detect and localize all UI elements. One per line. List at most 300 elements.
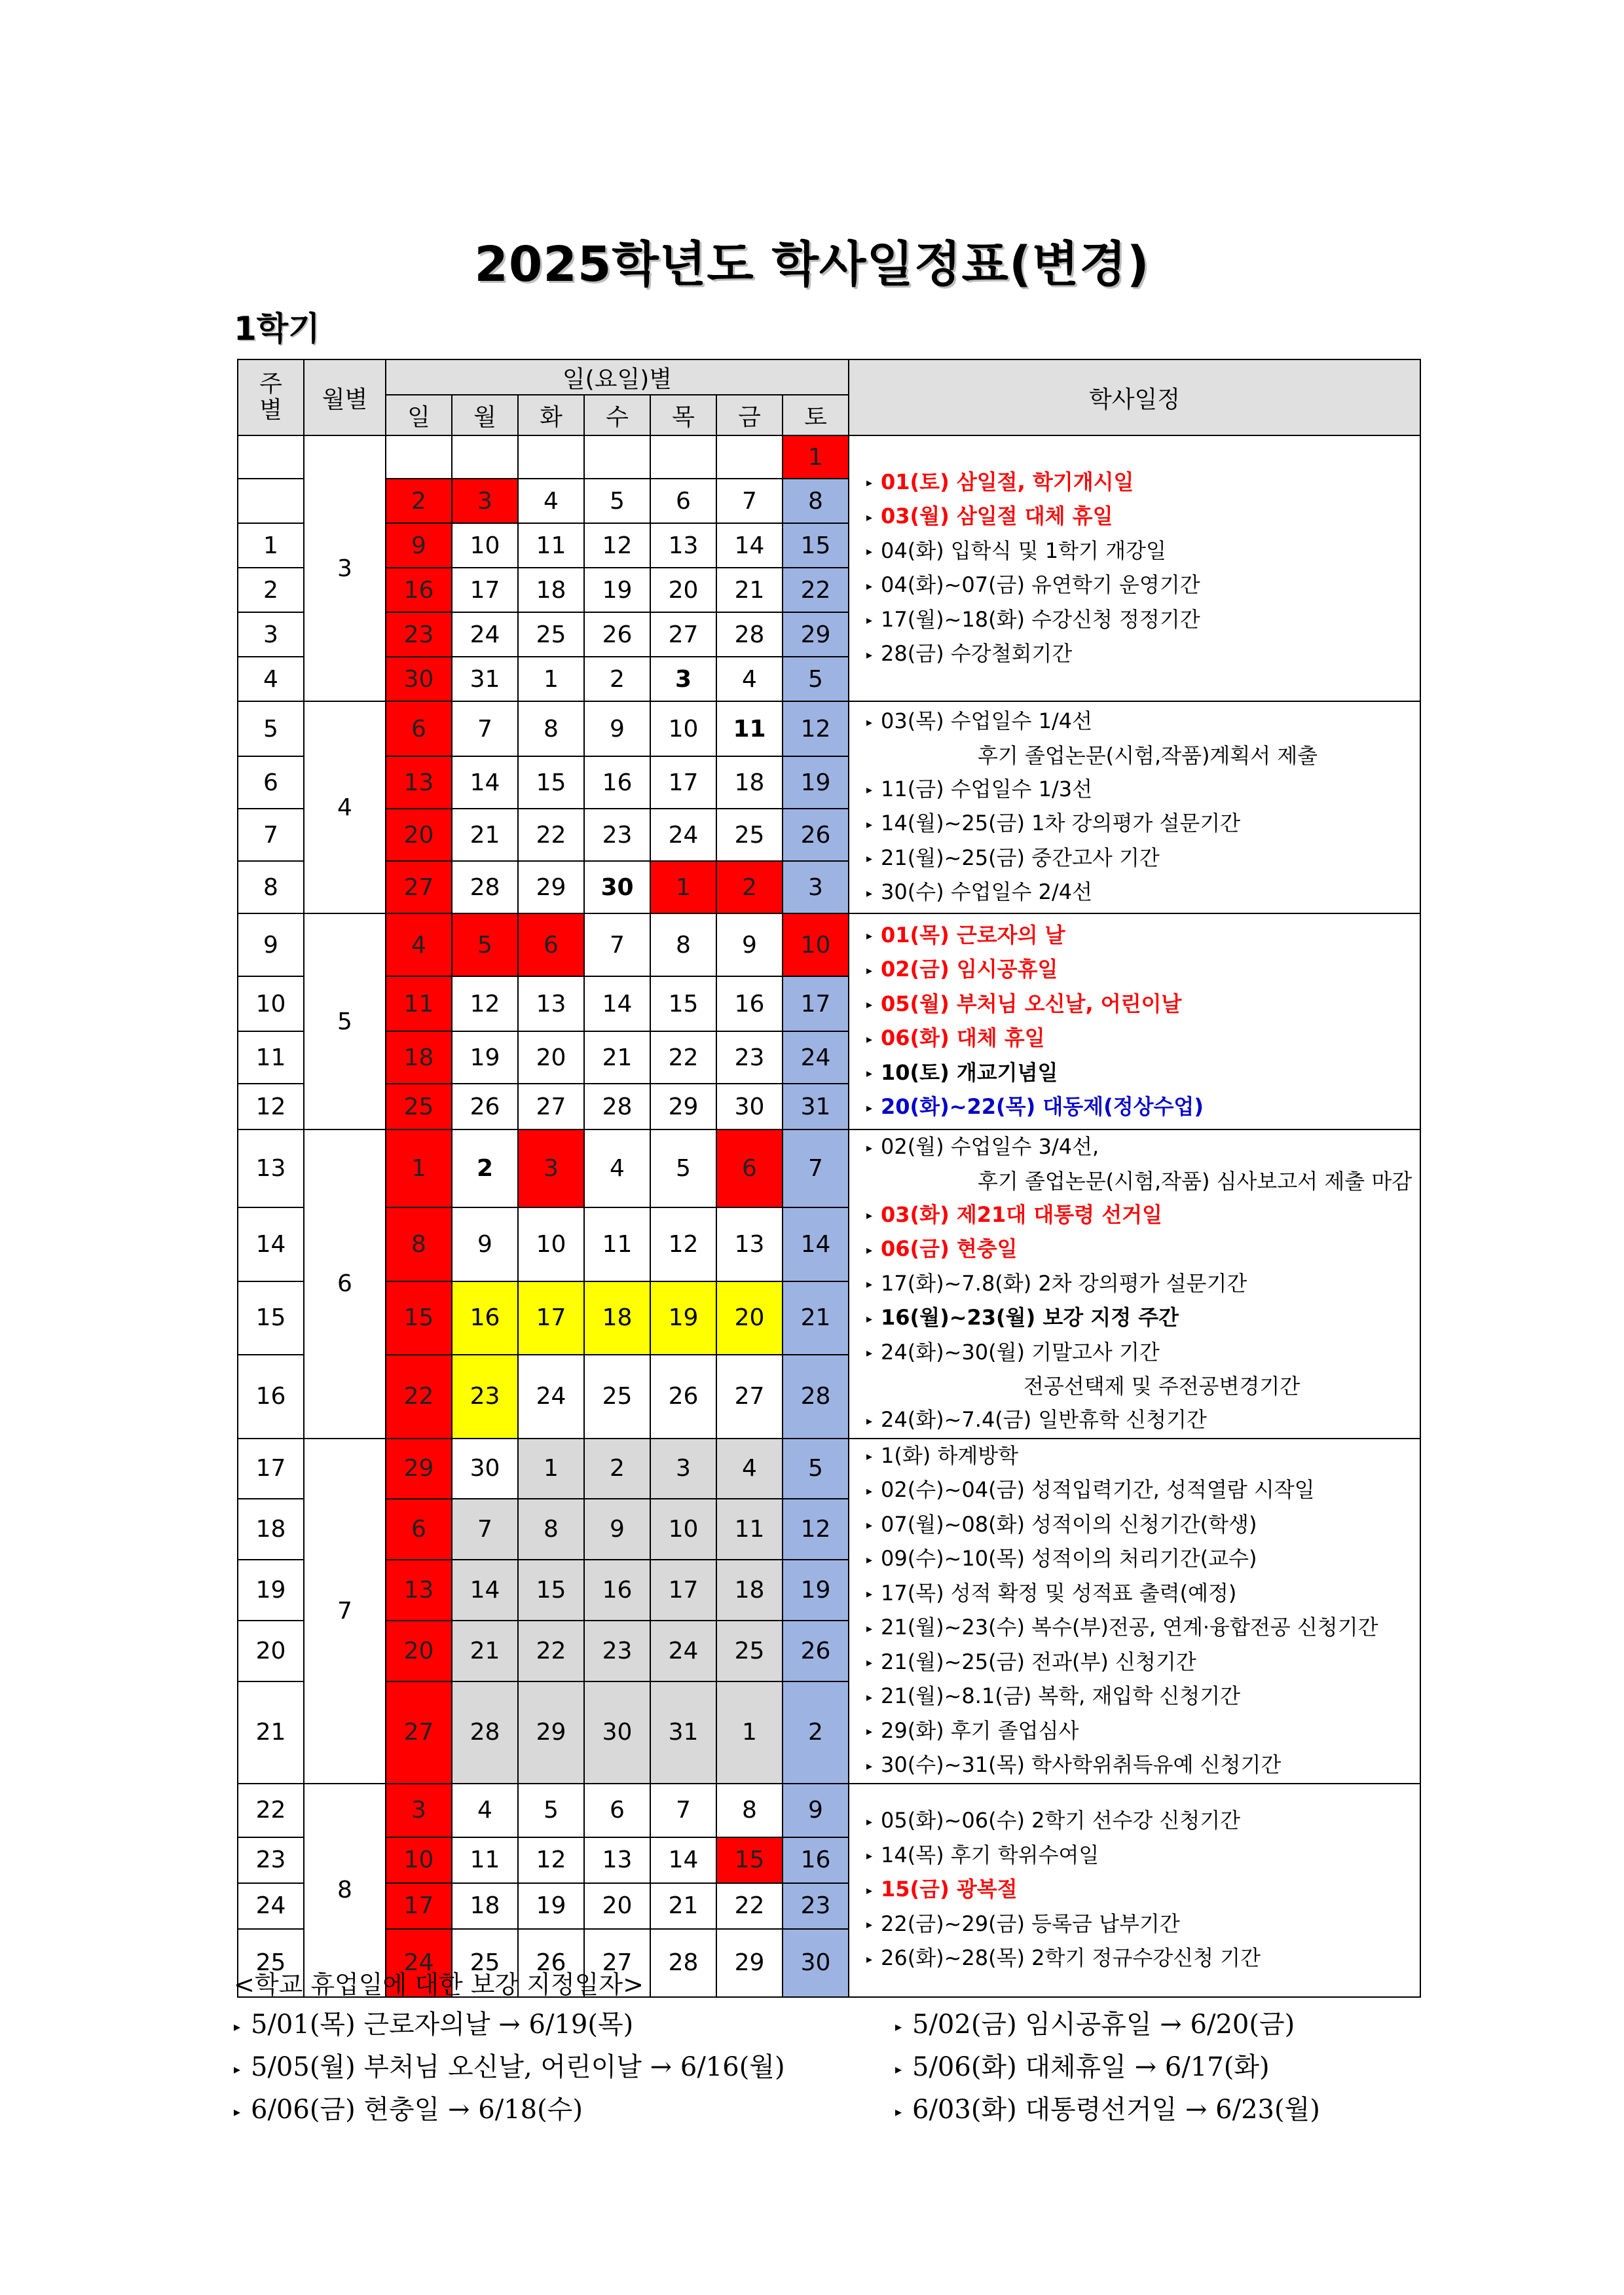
day-cell: 12 [783, 701, 849, 756]
day-cell: 9 [716, 913, 783, 976]
bullet-icon: ▸ [234, 2104, 241, 2120]
bullet-icon: ▸ [866, 783, 873, 798]
day-cell: 20 [650, 568, 716, 612]
schedule-item [866, 1714, 1420, 1749]
day-cell: 4 [386, 913, 452, 976]
bullet-icon: ▸ [866, 1101, 873, 1115]
bullet-icon: ▸ [866, 648, 873, 662]
makeup-title: <학교 휴업일에 대한 보강 지정일자> [234, 1970, 644, 1999]
day-cell: 27 [386, 861, 452, 913]
month-label: 7 [304, 1439, 386, 1784]
day-cell: 20 [584, 1883, 650, 1929]
day-cell: 28 [452, 1681, 518, 1784]
schedule-item [866, 568, 1420, 603]
day-cell: 10 [783, 913, 849, 976]
week-number: 22 [238, 1784, 304, 1837]
day-cell: 4 [452, 1784, 518, 1837]
day-cell: 23 [584, 1621, 650, 1681]
week-number: 16 [238, 1355, 304, 1438]
schedule-item [866, 1508, 1420, 1543]
schedule-item-text: 06(금) 현충일 [881, 1236, 1018, 1261]
bullet-icon: ▸ [866, 1918, 873, 1932]
schedule-item [866, 1645, 1420, 1680]
bullet-icon: ▸ [866, 1725, 873, 1738]
schedule-item [866, 1336, 1420, 1370]
day-cell: 18 [386, 1031, 452, 1084]
week-row [238, 913, 1420, 976]
bullet-icon: ▸ [895, 2019, 902, 2034]
schedule-item [866, 875, 1420, 910]
schedule-notes [849, 1439, 1420, 1784]
week-number: 2 [238, 568, 304, 612]
header-daygroup: 일(요일)별 [386, 359, 849, 395]
day-cell: 21 [584, 1031, 650, 1084]
day-cell: 21 [716, 568, 783, 612]
week-number: 13 [238, 1129, 304, 1207]
day-cell: 18 [452, 1883, 518, 1929]
day-cell: 22 [518, 1621, 584, 1681]
day-cell: 18 [518, 568, 584, 612]
bullet-icon: ▸ [866, 1067, 873, 1080]
day-cell: 1 [386, 1129, 452, 1207]
day-cell: 30 [584, 1681, 650, 1784]
schedule-item-text: 04(화) 입학식 및 1학기 개강일 [881, 538, 1166, 563]
makeup-item-text: 5/05(월) 부처님 오신날, 어린이날 → 6/16(월) [251, 2052, 785, 2082]
day-cell: 29 [386, 1439, 452, 1499]
schedule-item-text: 05(화)~06(수) 2학기 선수강 신청기간 [881, 1808, 1241, 1833]
schedule-item [866, 841, 1420, 876]
day-cell: 18 [716, 1560, 783, 1621]
makeup-item [895, 2004, 1295, 2041]
bullet-icon: ▸ [866, 1552, 873, 1567]
bullet-icon: ▸ [866, 1277, 873, 1291]
day-cell: 16 [716, 976, 783, 1031]
day-cell: 5 [518, 1784, 584, 1837]
bullet-icon: ▸ [866, 1141, 873, 1155]
day-cell: 30 [783, 1929, 849, 1997]
day-cell: 19 [783, 756, 849, 809]
week-number: 14 [238, 1207, 304, 1281]
day-cell: 19 [584, 568, 650, 612]
month-label: 3 [304, 435, 386, 701]
schedule-item [866, 1267, 1420, 1302]
day-cell: 4 [716, 1439, 783, 1499]
schedule-notes [849, 1129, 1420, 1439]
day-cell: 11 [452, 1837, 518, 1883]
day-cell: 7 [783, 1129, 849, 1207]
makeup-item [234, 2089, 583, 2126]
schedule-item [866, 807, 1420, 841]
day-cell: 6 [386, 701, 452, 756]
day-cell: 29 [716, 1929, 783, 1997]
schedule-item-text: 24(화)~30(월) 기말고사 기간 [881, 1339, 1160, 1365]
schedule-item-text: 16(월)~23(월) 보강 지정 주간 [881, 1305, 1179, 1330]
schedule-item [866, 1198, 1420, 1233]
day-cell: 24 [386, 1929, 452, 1997]
day-cell: 6 [518, 913, 584, 976]
schedule-item-text: 17(목) 성적 확정 및 성적표 출력(예정) [881, 1580, 1237, 1606]
schedule-item-text: 14(목) 후기 학위수여일 [881, 1842, 1099, 1867]
day-cell: 14 [783, 1207, 849, 1281]
day-cell: 2 [716, 861, 783, 913]
day-cell: 27 [716, 1355, 783, 1438]
schedule-item [866, 953, 1420, 987]
bullet-icon: ▸ [866, 1518, 873, 1532]
header-week-label: 주 별 [259, 371, 282, 424]
day-cell: 30 [584, 861, 650, 913]
day-cell: 31 [650, 1681, 716, 1784]
header-day-sun: 일 [386, 395, 452, 435]
day-cell: 6 [716, 1129, 783, 1207]
schedule-item [866, 1130, 1420, 1165]
day-cell: 5 [584, 479, 650, 523]
schedule-item-text: 30(수) 수업일수 2/4선 [881, 879, 1093, 905]
day-cell: 22 [386, 1355, 452, 1438]
day-cell: 5 [650, 1129, 716, 1207]
week-number [238, 479, 304, 523]
day-cell: 23 [716, 1031, 783, 1084]
week-number: 6 [238, 756, 304, 809]
calendar-body [238, 435, 1420, 1997]
schedule-item-text: 22(금)~29(금) 등록금 납부기간 [881, 1911, 1180, 1936]
schedule-item [866, 1941, 1420, 1976]
day-cell: 25 [386, 1084, 452, 1129]
day-cell: 19 [783, 1560, 849, 1621]
schedule-item [866, 1873, 1420, 1907]
day-cell: 3 [650, 1439, 716, 1499]
day-cell: 25 [716, 1621, 783, 1681]
schedule-item-text: 02(수)~04(금) 성적입력기간, 성적열람 시작일 [881, 1477, 1315, 1502]
day-cell: 17 [518, 1281, 584, 1355]
day-cell: 21 [452, 809, 518, 861]
bullet-icon: ▸ [866, 1814, 873, 1829]
header-day-thu: 목 [650, 395, 716, 435]
schedule-item [866, 1907, 1420, 1942]
day-cell: 25 [584, 1355, 650, 1438]
day-cell: 4 [518, 479, 584, 523]
schedule-item [866, 1804, 1420, 1839]
day-cell: 16 [584, 1560, 650, 1621]
day-cell: 9 [452, 1207, 518, 1281]
day-cell: 2 [386, 479, 452, 523]
schedule-item-text: 15(금) 광복절 [881, 1877, 1018, 1902]
week-number: 21 [238, 1681, 304, 1784]
schedule-item [866, 1056, 1420, 1091]
day-cell: 10 [452, 523, 518, 568]
day-cell: 9 [386, 523, 452, 568]
schedule-item [866, 1090, 1420, 1125]
day-cell: 14 [650, 1837, 716, 1883]
day-cell: 25 [716, 809, 783, 861]
day-cell: 3 [386, 1784, 452, 1837]
day-cell: 8 [386, 1207, 452, 1281]
day-cell: 11 [518, 523, 584, 568]
day-cell: 2 [783, 1681, 849, 1784]
header-day-tue: 화 [518, 395, 584, 435]
day-cell: 6 [386, 1499, 452, 1560]
bullet-icon: ▸ [866, 1883, 873, 1898]
day-cell: 17 [783, 976, 849, 1031]
bullet-icon: ▸ [866, 852, 873, 866]
bullet-icon: ▸ [866, 476, 873, 490]
day-cell: 30 [386, 657, 452, 701]
schedule-item-text: 02(월) 수업일수 3/4선, [881, 1134, 1099, 1159]
makeup-item [234, 2004, 633, 2041]
day-cell: 7 [584, 913, 650, 976]
day-cell: 31 [452, 657, 518, 701]
day-cell: 8 [518, 1499, 584, 1560]
day-cell: 13 [716, 1207, 783, 1281]
day-cell: 4 [716, 657, 783, 701]
week-row [238, 1439, 1420, 1499]
week-number: 20 [238, 1621, 304, 1681]
day-cell: 3 [783, 861, 849, 913]
week-number: 10 [238, 976, 304, 1031]
day-cell [386, 435, 452, 479]
day-cell: 23 [584, 809, 650, 861]
bullet-icon: ▸ [866, 929, 873, 943]
day-cell: 13 [386, 1560, 452, 1621]
schedule-item [866, 1577, 1420, 1611]
week-number: 9 [238, 913, 304, 976]
week-number [238, 435, 304, 479]
day-cell: 24 [650, 809, 716, 861]
day-cell: 20 [716, 1281, 783, 1355]
month-label: 4 [304, 701, 386, 913]
day-cell: 18 [716, 756, 783, 809]
day-cell: 21 [783, 1281, 849, 1355]
schedule-item-text: 17(월)~18(화) 수강신청 정정기간 [881, 606, 1200, 632]
day-cell: 24 [650, 1621, 716, 1681]
day-cell [584, 435, 650, 479]
schedule-item [866, 987, 1420, 1022]
day-cell: 7 [452, 701, 518, 756]
bullet-icon: ▸ [866, 510, 873, 524]
day-cell: 8 [518, 701, 584, 756]
day-cell: 7 [452, 1499, 518, 1560]
day-cell: 21 [650, 1883, 716, 1929]
month-label: 8 [304, 1784, 386, 1997]
schedule-item-text: 29(화) 후기 졸업심사 [881, 1717, 1079, 1743]
schedule-item [866, 1232, 1420, 1267]
day-cell: 28 [584, 1084, 650, 1129]
day-cell: 13 [518, 976, 584, 1031]
day-cell: 10 [518, 1207, 584, 1281]
day-cell: 1 [518, 1439, 584, 1499]
day-cell: 14 [716, 523, 783, 568]
day-cell: 15 [716, 1837, 783, 1883]
day-cell: 19 [650, 1281, 716, 1355]
week-number: 15 [238, 1281, 304, 1355]
makeup-item [234, 2046, 785, 2084]
bullet-icon: ▸ [866, 1243, 873, 1257]
schedule-item [866, 466, 1420, 500]
day-cell: 22 [650, 1031, 716, 1084]
day-cell: 11 [716, 1499, 783, 1560]
schedule-item [866, 603, 1420, 638]
schedule-item [866, 637, 1420, 672]
schedule-item-text: 05(월) 부처님 오신날, 어린이날 [881, 991, 1182, 1016]
day-cell: 22 [783, 568, 849, 612]
schedule-item-text: 04(화)~07(금) 유연학기 운영기간 [881, 572, 1200, 597]
day-cell: 2 [584, 657, 650, 701]
bullet-icon: ▸ [866, 1209, 873, 1222]
bullet-icon: ▸ [895, 2104, 902, 2120]
schedule-notes [849, 701, 1420, 913]
day-cell [716, 435, 783, 479]
schedule-item [866, 919, 1420, 953]
day-cell: 13 [386, 756, 452, 809]
day-cell: 10 [650, 1499, 716, 1560]
day-cell: 20 [386, 1621, 452, 1681]
bullet-icon: ▸ [866, 715, 873, 729]
bullet-icon: ▸ [866, 1346, 873, 1360]
week-number: 23 [238, 1837, 304, 1883]
day-cell: 27 [518, 1084, 584, 1129]
bullet-icon: ▸ [866, 1587, 873, 1601]
schedule-item-text: 후기 졸업논문(시험,작품)계획서 제출 [978, 743, 1318, 768]
week-number: 7 [238, 809, 304, 861]
day-cell: 2 [584, 1439, 650, 1499]
day-cell: 11 [386, 976, 452, 1031]
day-cell: 17 [386, 1883, 452, 1929]
day-cell: 15 [518, 1560, 584, 1621]
schedule-item [866, 1839, 1420, 1873]
day-cell: 10 [386, 1837, 452, 1883]
bullet-icon: ▸ [866, 817, 873, 832]
schedule-item-text: 01(목) 근로자의 날 [881, 922, 1065, 947]
schedule-item [866, 1439, 1420, 1474]
header-month: 월별 [304, 359, 386, 435]
bullet-icon: ▸ [866, 1484, 873, 1498]
week-row [238, 1784, 1420, 1837]
day-cell: 14 [452, 756, 518, 809]
week-row [238, 1129, 1420, 1207]
day-cell: 16 [584, 756, 650, 809]
day-cell: 25 [518, 612, 584, 657]
day-cell [518, 435, 584, 479]
bullet-icon: ▸ [866, 1312, 873, 1326]
day-cell: 16 [783, 1837, 849, 1883]
day-cell: 22 [518, 809, 584, 861]
bullet-icon: ▸ [866, 1690, 873, 1704]
day-cell: 27 [650, 612, 716, 657]
semester-heading: 1학기 [234, 310, 320, 348]
day-cell: 4 [584, 1129, 650, 1207]
bullet-icon: ▸ [866, 1621, 873, 1636]
bullet-icon: ▸ [866, 614, 873, 627]
day-cell: 16 [452, 1281, 518, 1355]
bullet-icon: ▸ [866, 545, 873, 559]
day-cell: 29 [518, 1681, 584, 1784]
day-cell [452, 435, 518, 479]
day-cell: 12 [452, 976, 518, 1031]
day-cell: 11 [584, 1207, 650, 1281]
bullet-icon: ▸ [234, 2061, 241, 2077]
day-cell: 31 [783, 1084, 849, 1129]
day-cell: 24 [452, 612, 518, 657]
day-cell: 29 [518, 861, 584, 913]
day-cell: 15 [650, 976, 716, 1031]
bullet-icon: ▸ [866, 579, 873, 593]
day-cell: 12 [518, 1837, 584, 1883]
bullet-icon: ▸ [866, 1656, 873, 1670]
day-cell: 26 [452, 1084, 518, 1129]
day-cell: 26 [518, 1929, 584, 1997]
day-cell: 17 [650, 756, 716, 809]
day-cell [650, 435, 716, 479]
day-cell: 23 [452, 1355, 518, 1438]
day-cell: 29 [650, 1084, 716, 1129]
day-cell: 9 [584, 1499, 650, 1560]
day-cell: 27 [386, 1681, 452, 1784]
day-cell: 30 [716, 1084, 783, 1129]
schedule-item-text: 01(토) 삼일절, 학기개시일 [881, 469, 1134, 494]
schedule-item-text: 03(목) 수업일수 1/4선 [881, 708, 1093, 734]
day-cell: 25 [452, 1929, 518, 1997]
schedule-item [866, 1301, 1420, 1336]
schedule-item [866, 1370, 1420, 1403]
day-cell: 1 [716, 1681, 783, 1784]
bullet-icon: ▸ [866, 1414, 873, 1428]
schedule-notes [849, 435, 1420, 701]
week-number: 19 [238, 1560, 304, 1621]
schedule-item-text: 21(월)~8.1(금) 복학, 재입학 신청기간 [881, 1683, 1241, 1708]
bullet-icon: ▸ [866, 886, 873, 900]
calendar-table [237, 359, 1421, 1998]
day-cell: 14 [584, 976, 650, 1031]
schedule-item [866, 773, 1420, 807]
schedule-item [866, 1473, 1420, 1508]
day-cell: 3 [452, 479, 518, 523]
day-cell: 5 [452, 913, 518, 976]
bullet-icon: ▸ [866, 1450, 873, 1463]
schedule-item-text: 28(금) 수강철회기간 [881, 641, 1073, 666]
day-cell: 28 [452, 861, 518, 913]
makeup-item-text: 6/03(화) 대통령선거일 → 6/23(월) [912, 2095, 1320, 2125]
day-cell: 6 [584, 1784, 650, 1837]
day-cell: 13 [584, 1837, 650, 1883]
day-cell: 3 [518, 1129, 584, 1207]
day-cell: 28 [650, 1929, 716, 1997]
schedule-item [866, 1680, 1420, 1714]
schedule-item [866, 500, 1420, 534]
week-row [238, 435, 1420, 479]
day-cell: 20 [518, 1031, 584, 1084]
week-number: 4 [238, 657, 304, 701]
day-cell: 8 [783, 479, 849, 523]
day-cell: 26 [783, 809, 849, 861]
schedule-item-text: 21(월)~23(수) 복수(부)전공, 연계·융합전공 신청기간 [881, 1615, 1378, 1640]
week-number: 8 [238, 861, 304, 913]
week-number: 25 [238, 1929, 304, 1997]
schedule-item-text: 03(화) 제21대 대통령 선거일 [881, 1202, 1162, 1227]
bullet-icon: ▸ [866, 1759, 873, 1773]
day-cell: 12 [584, 523, 650, 568]
schedule-item [866, 1611, 1420, 1645]
day-cell: 15 [386, 1281, 452, 1355]
day-cell: 7 [716, 479, 783, 523]
schedule-item-text: 06(화) 대체 휴일 [881, 1025, 1045, 1050]
day-cell: 5 [783, 657, 849, 701]
day-cell: 30 [452, 1439, 518, 1499]
day-cell: 17 [452, 568, 518, 612]
day-cell: 21 [452, 1621, 518, 1681]
day-cell: 7 [650, 1784, 716, 1837]
schedule-item [866, 739, 1420, 773]
schedule-item-text: 03(월) 삼일절 대체 휴일 [881, 504, 1113, 528]
schedule-item [866, 1165, 1420, 1198]
